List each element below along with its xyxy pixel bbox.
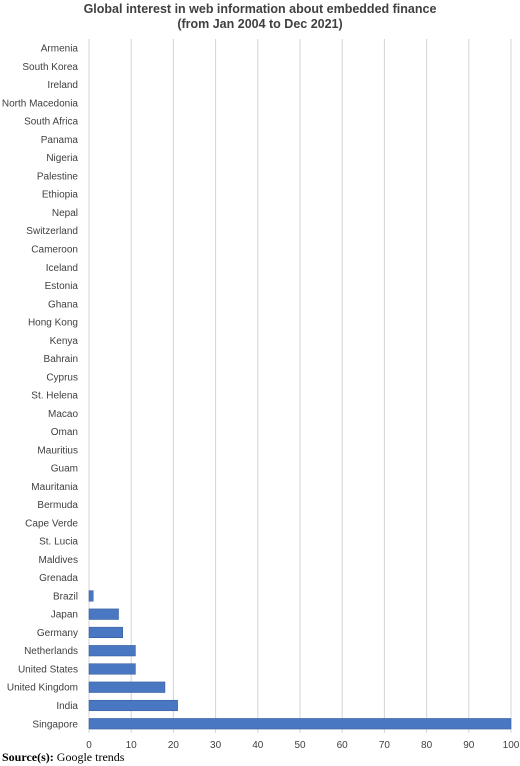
category-label: Ireland <box>47 80 78 92</box>
category-label: St. Lucia <box>39 536 78 548</box>
category-label: Grenada <box>39 573 78 585</box>
bar <box>89 700 178 711</box>
category-label: Macao <box>47 408 78 420</box>
category-label: Oman <box>50 427 78 439</box>
category-label: Mauritania <box>31 481 78 493</box>
category-label: Palestine <box>36 171 78 183</box>
x-tick-label: 100 <box>502 739 520 751</box>
x-tick-label: 0 <box>86 739 92 751</box>
category-labels <box>2 44 79 731</box>
chart-title-line-2: (from Jan 2004 to Dec 2021) <box>177 17 343 31</box>
category-label: Estonia <box>44 281 78 293</box>
category-label: Ghana <box>47 299 78 311</box>
x-tick-label: 80 <box>421 739 433 751</box>
category-label: Nepal <box>51 207 78 219</box>
category-label: Netherlands <box>24 646 78 658</box>
x-tick-label: 30 <box>210 739 222 751</box>
category-label: India <box>56 700 78 712</box>
category-label: Germany <box>36 627 78 639</box>
source-note <box>2 750 124 765</box>
x-tick-label: 10 <box>125 739 137 751</box>
category-label: Armenia <box>40 43 78 55</box>
category-label: Mauritius <box>37 445 78 457</box>
category-label: North Macedonia <box>1 98 78 110</box>
category-label: Kenya <box>49 335 78 347</box>
bar <box>89 591 93 602</box>
category-label: Iceland <box>45 262 78 274</box>
category-label: United States <box>17 664 78 676</box>
category-label: South Korea <box>22 61 78 73</box>
category-label: Cape Verde <box>25 518 78 530</box>
chart-title-line-1: Global interest in web information about embedded finance <box>83 2 437 16</box>
source-text: Google trends <box>53 750 125 764</box>
x-tick-label: 50 <box>294 739 306 751</box>
category-label: St. Helena <box>31 390 78 402</box>
gridlines <box>89 39 511 733</box>
category-label: South Africa <box>24 116 78 128</box>
category-label: Cyprus <box>46 372 78 384</box>
category-label: Maldives <box>38 554 78 566</box>
source-label: Source(s): <box>2 750 54 764</box>
bar <box>89 664 135 675</box>
category-label: Panama <box>40 134 78 146</box>
bar <box>89 682 165 693</box>
category-label: United Kingdom <box>6 682 78 694</box>
bar <box>89 627 123 638</box>
x-tick-labels <box>86 740 520 751</box>
bar <box>89 645 135 656</box>
category-label: Singapore <box>32 719 78 731</box>
x-tick-label: 90 <box>463 739 475 751</box>
category-label: Bermuda <box>37 500 78 512</box>
category-label: Japan <box>50 609 78 621</box>
x-tick-label: 60 <box>336 739 348 751</box>
category-label: Bahrain <box>43 354 78 366</box>
category-label: Brazil <box>52 591 78 603</box>
category-label: Nigeria <box>46 153 78 165</box>
category-label: Ethiopia <box>41 189 78 201</box>
x-tick-label: 70 <box>378 739 390 751</box>
category-label: Cameroon <box>31 244 78 256</box>
category-label: Hong Kong <box>27 317 78 329</box>
x-tick-label: 20 <box>167 739 179 751</box>
category-label: Switzerland <box>26 226 78 238</box>
bar <box>89 718 511 729</box>
bar <box>89 609 119 620</box>
x-tick-label: 40 <box>252 739 264 751</box>
category-label: Guam <box>50 463 78 475</box>
